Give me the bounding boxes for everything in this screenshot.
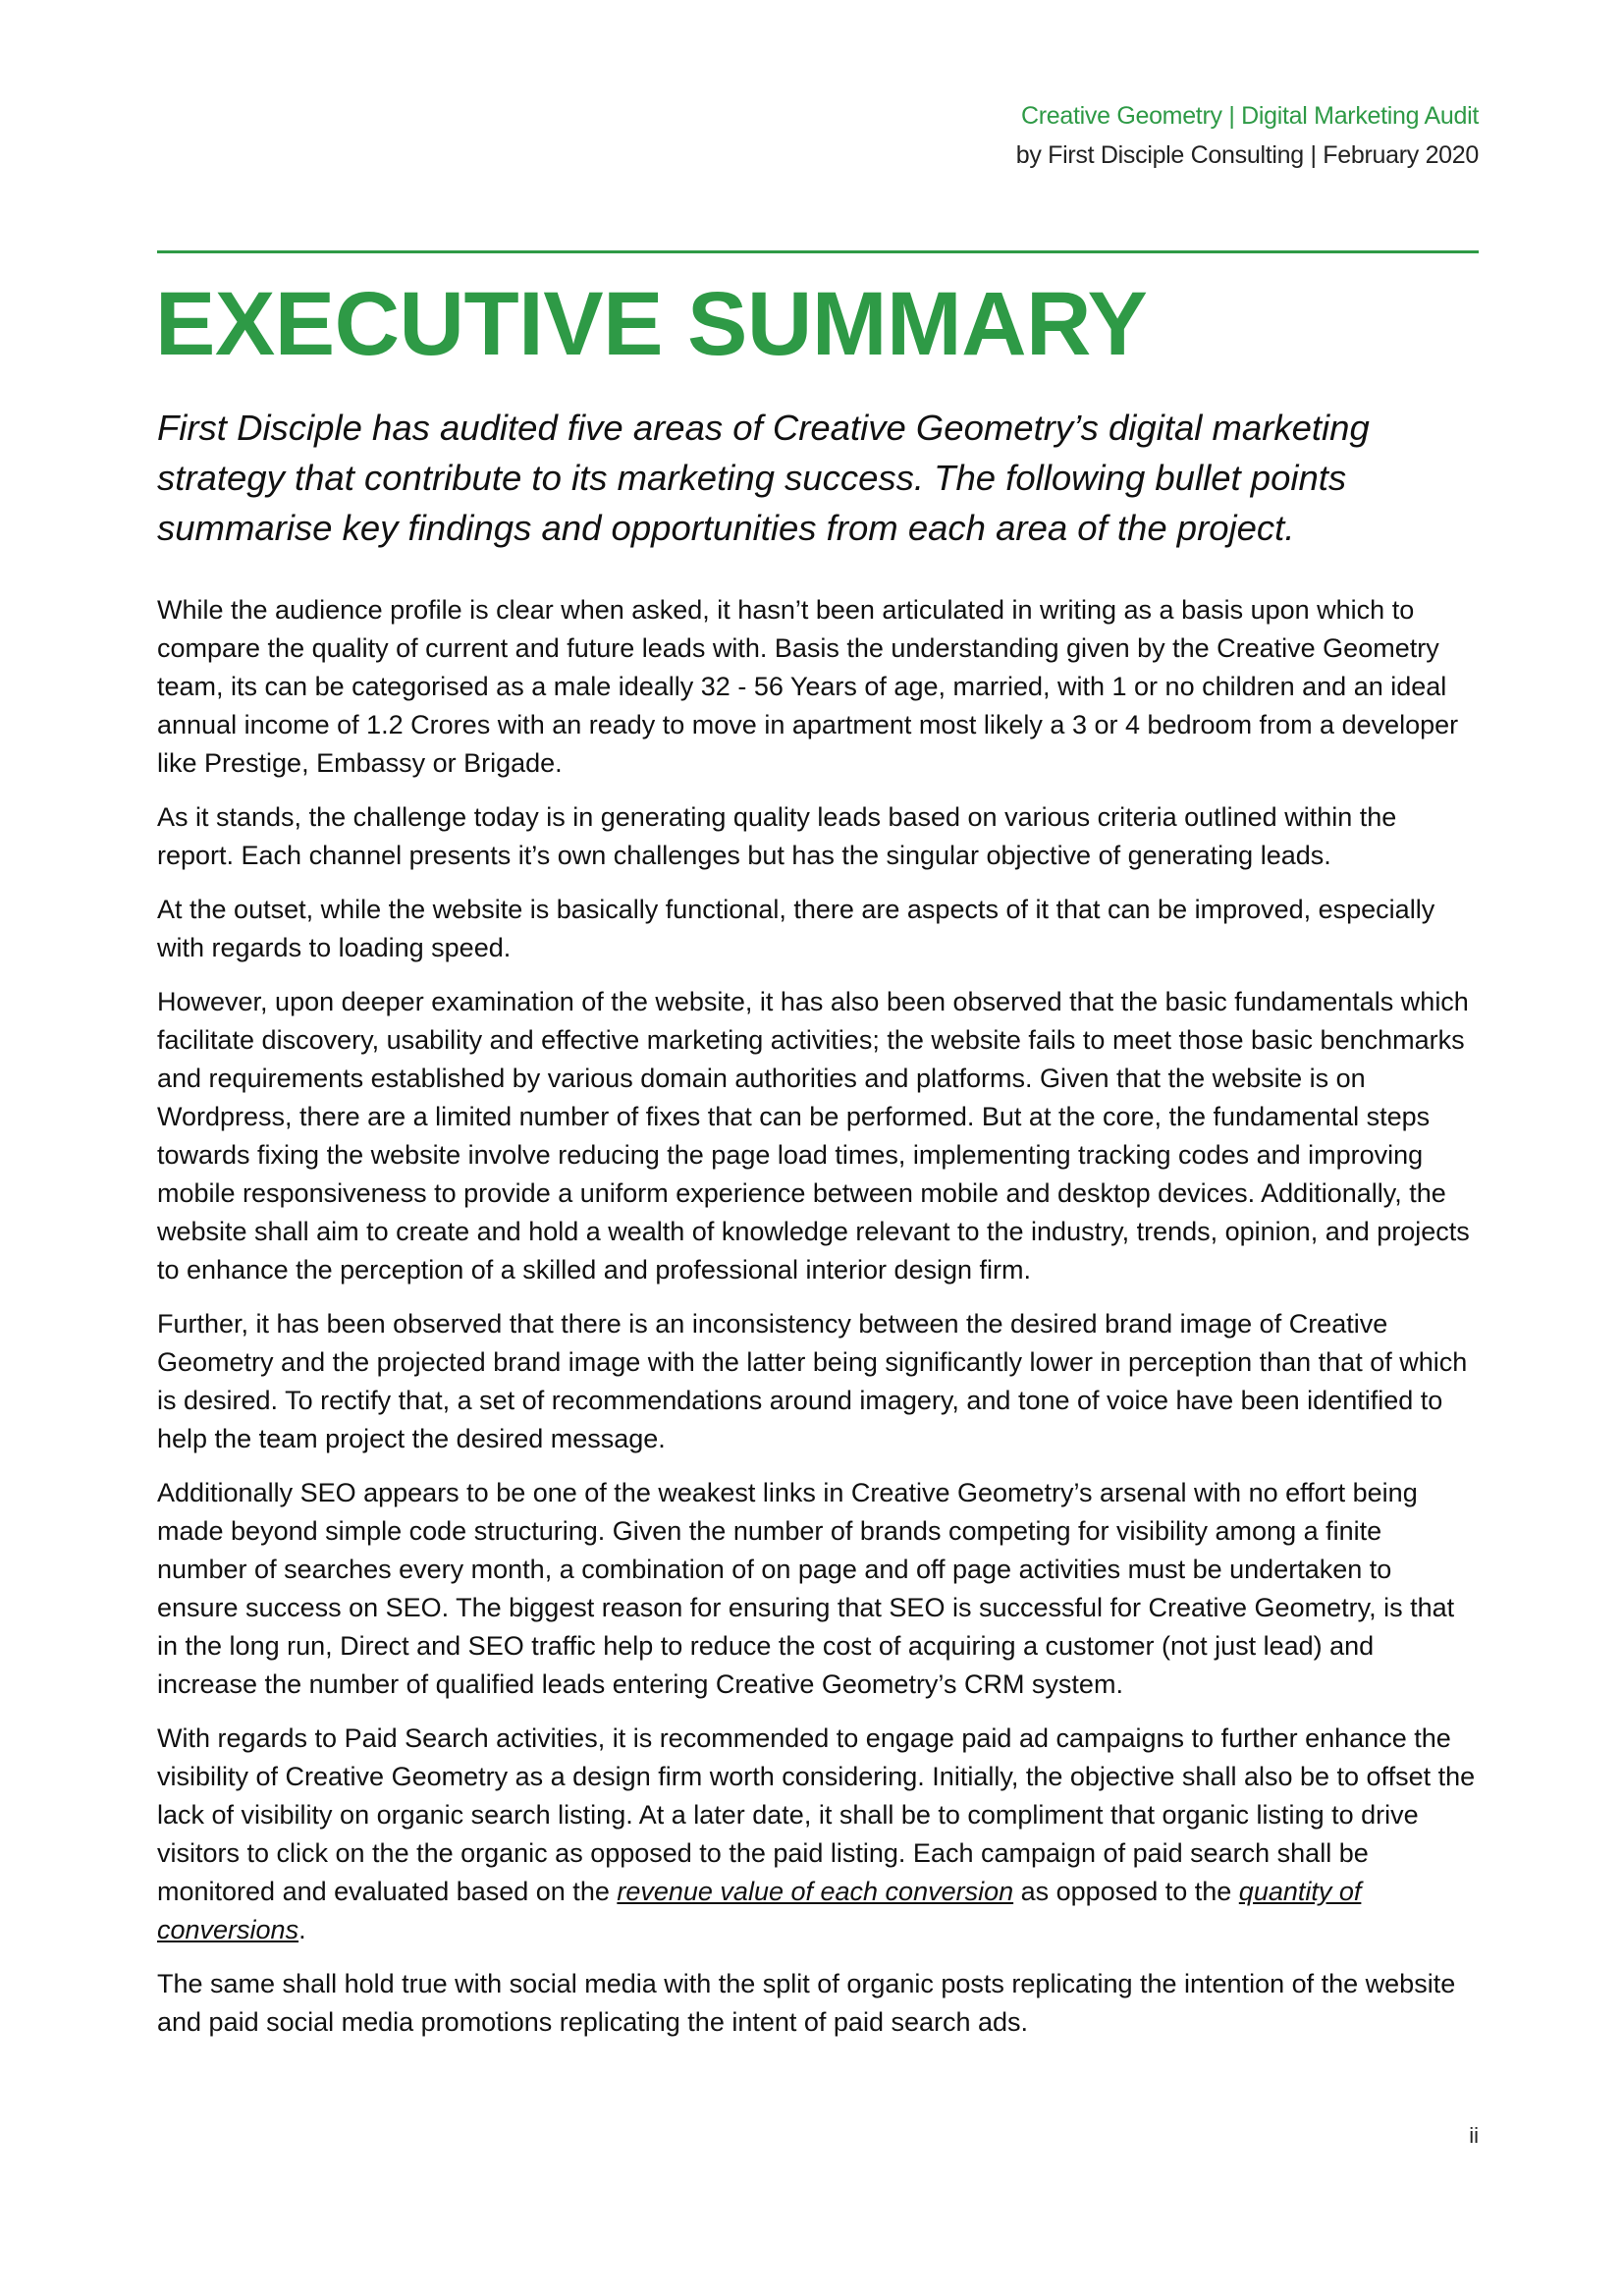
paragraph-social-media: The same shall hold true with social media with the split of organic posts replicating the intention of the website and paid social media promotions replicating the intent of paid search ads. [157,1969,1456,2037]
paid-search-text-2: as opposed to the [1013,1877,1239,1906]
header-divider [157,250,1479,253]
paragraph-website-fundamentals: However, upon deeper examination of the website, it has also been observed that the basic fundamentals which facilitate discovery, usability and effective marketing activities; the website fails to meet those basic benchmarks and requirements established by various domain authorities and platforms. Given that the website is on Wordpress, there are a limited number of fixes that can be performed. But at the core, the fundamental steps towards fixing the website involve reducing the page load times, implementing tracking codes and improving mobile responsiveness to provide a uniform experience between mobile and desktop devices. Additionally, the website shall aim to create and hold a wealth of knowledge relevant to the industry, trends, opinion, and projects to enhance the perception of a skilled and professional interior design firm. [157,987,1470,1285]
page-title: EXECUTIVE SUMMARY [155,274,1148,374]
paragraph-website-outset: At the outset, while the website is basically functional, there are aspects of it that can be improved, especially with regards to loading speed. [157,895,1435,962]
emphasis-quantity-conversions: quantity of conversions [157,1877,1362,1944]
page-number: ii [1469,2123,1479,2148]
paid-search-text-3: . [298,1915,306,1944]
paragraph-lead-challenge: As it stands, the challenge today is in generating quality leads based on various criteria outlined within the report. Each channel presents it’s own challenges but has the singular objective of generating leads. [157,802,1397,870]
paragraph-paid-search [157,1720,1479,1949]
paid-search-text-1: With regards to Paid Search activities, it is recommended to engage paid ad campaigns to further enhance the visibility of Creative Geometry as a design firm worth considering. Initially, the objective shall also be to offset the lack of visibility on organic search listing. At a later date, it shall be to compliment that organic listing to drive visitors to click on the the organic as opposed to the paid listing. Each campaign of paid search shall be monitored and evaluated based on the [157,1723,1476,1906]
paragraph-brand-image: Further, it has been observed that there is an inconsistency between the desired brand image of Creative Geometry and the projected brand image with the latter being significantly lower in perception than that of which is desired. To rectify that, a set of recommendations around imagery, and tone of voice have been identified to help the team project the desired message. [157,1309,1468,1453]
body-text [157,591,1479,2057]
paragraph-seo: Additionally SEO appears to be one of the weakest links in Creative Geometry’s arsenal with no effort being made beyond simple code structuring. Given the number of brands competing for visibility among a finite number of searches every month, a combination of on page and off page activities must be undertaken to ensure success on SEO. The biggest reason for ensuring that SEO is successful for Creative Geometry, is that in the long run, Direct and SEO traffic help to reduce the cost of acquiring a customer (not just lead) and increase the number of qualified leads entering Creative Geometry’s CRM system. [157,1478,1455,1699]
intro-paragraph: First Disciple has audited five areas of Creative Geometry’s digital marketing strategy that contribute to its marketing success. The following bullet points summarise key findings and opportunities from each area of the project. [157,408,1370,548]
header-author-date: by First Disciple Consulting | February 2020 [1015,141,1479,169]
emphasis-revenue-value: revenue value of each conversion [617,1877,1014,1906]
paragraph-audience-profile: While the audience profile is clear when asked, it hasn’t been articulated in writing as a basis upon which to compare the quality of current and future leads with. Basis the understanding given by the Creative Geometry team, its can be categorised as a male ideally 32 - 56 Years of age, married, with 1 or no children and an ideal annual income of 1.2 Crores with an ready to move in apartment most likely a 3 or 4 bedroom from a developer like Prestige, Embassy or Brigade. [157,595,1459,778]
page-header [1016,96,1479,175]
header-report-title: Creative Geometry | Digital Marketing Audit [1020,102,1479,130]
